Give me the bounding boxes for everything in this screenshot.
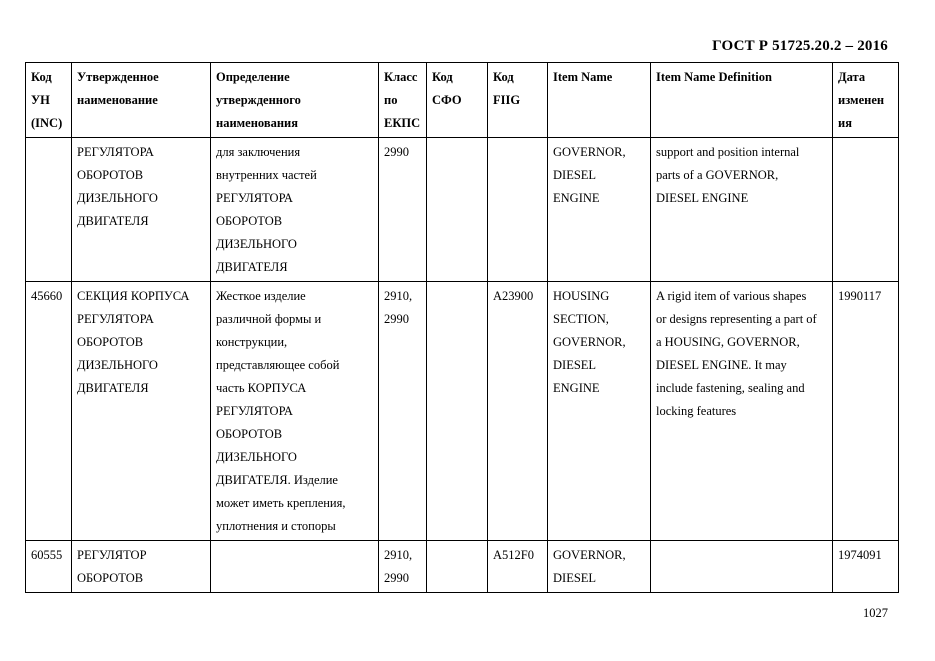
cell-item-name-definition xyxy=(651,541,833,593)
cell-item-name xyxy=(548,541,651,593)
cell-item-name xyxy=(548,282,651,541)
col-header-class xyxy=(379,63,427,138)
cell-text-line: для заключения xyxy=(216,145,301,159)
cell-text-line: РЕГУЛЯТОРА xyxy=(77,145,154,159)
cell-text-line: ДВИГАТЕЛЯ. Изделие xyxy=(216,473,338,487)
cell-text-line: A rigid item of various shapes xyxy=(656,289,807,303)
cell-text-line: DIESEL ENGINE xyxy=(656,191,749,205)
cell-text-line: (INC) xyxy=(31,116,63,130)
cell-text-line: 2910, xyxy=(384,289,413,303)
cell-text-line: include fastening, sealing and xyxy=(656,381,805,395)
cell-text-line: Класс xyxy=(384,70,418,84)
cell-text-line: Код xyxy=(31,70,52,84)
cell-definition xyxy=(211,138,379,282)
table-row xyxy=(26,282,899,541)
cell-sfo-code xyxy=(427,541,488,593)
cell-text-line: GOVERNOR, xyxy=(553,145,626,159)
cell-text-line: Item Name Definition xyxy=(656,70,772,84)
cell-approved-name xyxy=(72,282,211,541)
cell-text-line: A512F0 xyxy=(493,548,534,562)
cell-item-name xyxy=(548,138,651,282)
col-header-approved-name xyxy=(72,63,211,138)
cell-class xyxy=(379,138,427,282)
cell-text-line: parts of a GOVERNOR, xyxy=(656,168,779,182)
col-header-inc xyxy=(26,63,72,138)
cell-text-line: ДВИГАТЕЛЯ xyxy=(77,214,149,228)
cell-sfo-code xyxy=(427,138,488,282)
cell-text-line: 45660 xyxy=(31,289,63,303)
cell-text-line: support and position internal xyxy=(656,145,800,159)
cell-text-line: 1990117 xyxy=(838,289,882,303)
cell-text-line: уплотнения и стопоры xyxy=(216,519,336,533)
cell-text-line: ДИЗЕЛЬНОГО xyxy=(216,450,297,464)
cell-text-line: ДВИГАТЕЛЯ xyxy=(77,381,149,395)
table-row xyxy=(26,541,899,593)
document-code: ГОСТ Р 51725.20.2 – 2016 xyxy=(712,38,888,54)
cell-text-line: Утвержденное xyxy=(77,70,159,84)
cell-text-line: ДВИГАТЕЛЯ xyxy=(216,260,288,274)
cell-text-line: представляющее собой xyxy=(216,358,340,372)
cell-text-line: ДИЗЕЛЬНОГО xyxy=(77,191,158,205)
cell-approved-name xyxy=(72,541,211,593)
cell-text-line: может иметь крепления, xyxy=(216,496,346,510)
cell-text-line: 2990 xyxy=(384,312,409,326)
cell-text-line: РЕГУЛЯТОР xyxy=(77,548,147,562)
cell-inc xyxy=(26,282,72,541)
cell-text-line: Жесткое изделие xyxy=(216,289,306,303)
cell-text-line: СЕКЦИЯ КОРПУСА xyxy=(77,289,190,303)
cell-text-line: ЕКПС xyxy=(384,116,421,130)
cell-text-line: a HOUSING, GOVERNOR, xyxy=(656,335,800,349)
cell-text-line: Код xyxy=(493,70,514,84)
cell-text-line: часть КОРПУСА xyxy=(216,381,307,395)
cell-change-date xyxy=(833,282,899,541)
cell-text-line: SECTION, xyxy=(553,312,609,326)
cell-text-line: УН xyxy=(31,93,50,107)
col-header-definition xyxy=(211,63,379,138)
cell-text-line: 1974091 xyxy=(838,548,882,562)
cell-text-line: DIESEL xyxy=(553,168,597,182)
cell-change-date xyxy=(833,138,899,282)
cell-text-line: ОБОРОТОВ xyxy=(77,335,144,349)
cell-text-line: ОБОРОТОВ xyxy=(77,571,144,585)
col-header-sfo-code xyxy=(427,63,488,138)
cell-fiig-code xyxy=(488,138,548,282)
cell-text-line: FIIG xyxy=(493,93,521,107)
cell-class xyxy=(379,282,427,541)
cell-text-line: ия xyxy=(838,116,852,130)
classification-table xyxy=(25,62,899,593)
cell-text-line: Определение xyxy=(216,70,290,84)
cell-text-line: DIESEL xyxy=(553,571,597,585)
table-row xyxy=(26,138,899,282)
cell-text-line: ENGINE xyxy=(553,191,600,205)
cell-text-line: РЕГУЛЯТОРА xyxy=(216,191,293,205)
cell-text-line: GOVERNOR, xyxy=(553,548,626,562)
cell-text-line: locking features xyxy=(656,404,737,418)
cell-text-line: СФО xyxy=(432,93,462,107)
cell-fiig-code xyxy=(488,282,548,541)
cell-text-line: по xyxy=(384,93,398,107)
cell-text-line: Код xyxy=(432,70,453,84)
cell-inc xyxy=(26,541,72,593)
cell-text-line: 2990 xyxy=(384,571,409,585)
cell-text-line: РЕГУЛЯТОРА xyxy=(216,404,293,418)
cell-text-line: A23900 xyxy=(493,289,534,303)
cell-definition xyxy=(211,541,379,593)
cell-text-line: Item Name xyxy=(553,70,613,84)
cell-text-line: наименования xyxy=(216,116,299,130)
cell-text-line: ENGINE xyxy=(553,381,600,395)
cell-item-name-definition xyxy=(651,282,833,541)
cell-text-line: наименование xyxy=(77,93,158,107)
cell-sfo-code xyxy=(427,282,488,541)
col-header-item-name xyxy=(548,63,651,138)
cell-text-line: ДИЗЕЛЬНОГО xyxy=(77,358,158,372)
col-header-item-name-definition xyxy=(651,63,833,138)
cell-text-line: ОБОРОТОВ xyxy=(216,427,283,441)
cell-inc xyxy=(26,138,72,282)
cell-text-line: or designs representing a part of xyxy=(656,312,817,326)
cell-text-line: Дата xyxy=(838,70,866,84)
cell-definition xyxy=(211,282,379,541)
cell-text-line: РЕГУЛЯТОРА xyxy=(77,312,154,326)
cell-text-line: изменен xyxy=(838,93,885,107)
table-header-row xyxy=(26,63,899,138)
cell-text-line: 60555 xyxy=(31,548,63,562)
cell-approved-name xyxy=(72,138,211,282)
cell-item-name-definition xyxy=(651,138,833,282)
cell-text-line: HOUSING xyxy=(553,289,610,303)
cell-text-line: утвержденного xyxy=(216,93,301,107)
cell-class xyxy=(379,541,427,593)
cell-text-line: DIESEL ENGINE. It may xyxy=(656,358,787,372)
col-header-fiig-code xyxy=(488,63,548,138)
cell-text-line: ОБОРОТОВ xyxy=(216,214,283,228)
cell-text-line: ОБОРОТОВ xyxy=(77,168,144,182)
cell-text-line: 2990 xyxy=(384,145,409,159)
cell-text-line: GOVERNOR, xyxy=(553,335,626,349)
cell-text-line: 2910, xyxy=(384,548,413,562)
cell-text-line: DIESEL xyxy=(553,358,597,372)
cell-fiig-code xyxy=(488,541,548,593)
cell-text-line: конструкции, xyxy=(216,335,288,349)
cell-text-line: различной формы и xyxy=(216,312,322,326)
cell-text-line: ДИЗЕЛЬНОГО xyxy=(216,237,297,251)
col-header-change-date xyxy=(833,63,899,138)
cell-change-date xyxy=(833,541,899,593)
page-number: 1027 xyxy=(863,606,888,620)
cell-text-line: внутренних частей xyxy=(216,168,317,182)
